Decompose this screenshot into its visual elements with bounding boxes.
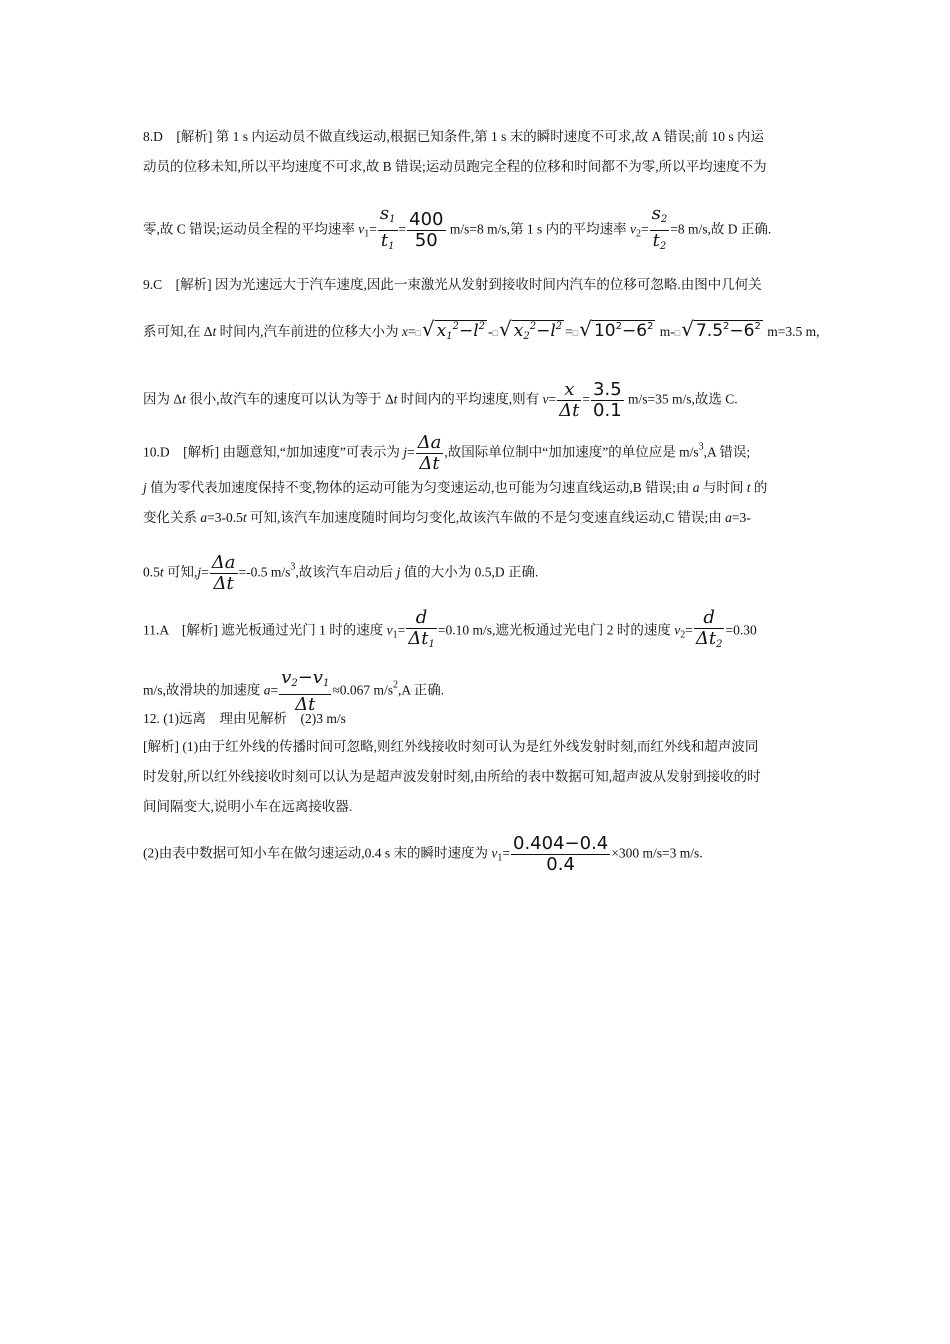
q9-sqrt-3: √ $10^2-6^2$ [579,317,654,341]
q11-text-a: 11.A [解析] 遮光板通过光门 1 时的速度 [143,622,387,638]
q10-frac-1: $\frac{\Delta a}{\Delta t}$ [417,432,442,474]
q12-frac: $\frac{0.404-0.4}{0.4}$ [513,833,609,875]
q10-line2: j 值为零代表加速度保持不变,物体的运动可能为匀变速运动,也可能为匀速直线运动,B 错误;由 a 与时间 t 的 [143,480,768,495]
q9-line1: 9.C [解析] 因为光速远大于汽车速度,因此一束激光从发射到接收时间内汽车的位移可忽略.由图中几何关 [143,277,762,292]
q11-frac-1: $\frac{d}{\Delta t_1}$ [406,608,437,655]
q8-line2: 动员的位移未知,所以平均速度不可求,故 B 错误;运动员跑完全程的位移和时间都不为零,所以平均速度不为 [143,159,767,174]
q9-text-f: 时间内的平均速度,则有 [397,391,543,407]
q11-text-b: =0.10 m/s,遮光板通过光电门 2 时的速度 [437,622,675,638]
q8-line1: 8.D [解析] 第 1 s 内运动员不做直线运动,根据已知条件,第 1 s 末的瞬时速度不可求,故 A 错误;前 10 s 内运 [143,129,765,144]
q9-text-g: m/s=35 m/s,故选 C. [624,391,738,407]
q10-frac-2: $\frac{\Delta a}{\Delta t}$ [211,552,236,594]
q10-text-f: 的 [750,480,768,495]
q11-text-c: =0.30 [725,622,757,638]
q11-line2: m/s,故滑块的加速度 a= $\frac{v_2-v_1}{\Delta t}$ ≈0.067 $m/s^2,A$ 正确. [143,667,445,715]
q12-text-b: ×300 m/s=3 m/s. [611,845,703,861]
q12-para2: 时发射,所以红外线接收时刻可以认为是超声波发射时刻,由所给的表中数据可知,超声波从发射到接收的时 [143,769,761,784]
q9-line3: 因为 Δt 很小,故汽车的速度可以认为等于 Δt 时间内的平均速度,则有 v= $\frac{x}{\Delta t}$ = $\frac{3.5}{0.1}$ m/s=35 m/s,故选 C. [143,379,738,421]
q12-para1: [解析] (1)由于红外线的传播时间可忽略,则红外线接收时刻可认为是红外线发射时刻,而红外线和超声波同 [143,739,759,754]
q8-frac-s2t2: $\frac{s_2}{t_2}$ [650,204,670,257]
q8-frac-s1t1: $\frac{s_1}{t_1}$ [378,204,398,257]
q10-text-a: 10.D [解析] 由题意知,“加加速度”可表示为 [143,444,404,460]
q10-text-b: ,故国际单位制中“加加速度”的单位应是 m/s [444,444,699,460]
q10-text-n: ,故该汽车启动后 [295,564,397,580]
q9-frac-3.5-0.1: $\frac{3.5}{0.1}$ [593,379,622,421]
q9-text-e: 很小,故汽车的速度可以认为等于 Δ [185,391,394,407]
q9-text-a: 系可知,在 Δ [143,324,213,339]
q12-line4: (2)由表中数据可知小车在做匀速运动,0.4 s 末的瞬时速度为 $v_1=$ $\frac{0.404-0.4}{0.4}$ ×300 m/s=3 m/s. [143,833,703,875]
q10-text-i: 可知,该汽车加速度随时间均匀变化,故该汽车做的不是匀变速直线运动,C 错误;由 [246,510,726,525]
q11-text-e: ≈0.067 m/s [332,682,393,698]
q11-text-d: m/s,故滑块的加速度 [143,682,264,698]
q9-text-c: m=3.5 m, [767,324,820,339]
q11-text-f: ,A 正确. [398,682,445,698]
q12-text-a: (2)由表中数据可知小车在做匀速运动,0.4 s 末的瞬时速度为 [143,845,492,861]
q12-para3: 间间隔变大,说明小车在远离接收器. [143,799,353,814]
q9-line2: 系可知,在 Δt 时间内,汽车前进的位移大小为 x=□√ $x_1^2-l^2$ -□√ $x_2^2-l^2$ =□√ $10^2-6^2$ m-□√ $7.5^2-6^2$ m=3.5 m, [143,318,819,346]
q8-frac-400-50: $\frac{400}{50}$ [409,209,444,251]
q10-text-l: 可知, [163,564,198,580]
q10-text-e: 与时间 [699,480,747,495]
q8-line3: 零,故 C 错误;运动员全程的平均速率 $v_1=$ $\frac{s_1}{t_1}$ = $\frac{400}{50}$ m/s=8 m/s,第 1 s 内的平均速率 $v_2=$ $\frac{s_2}{t_2}$ =8 m/s,故 D 正确. [143,204,771,257]
q8-text-m: m/s=8 m/s,第 1 s 内的平均速率 [449,221,627,237]
q11-frac-3: $\frac{v_2-v_1}{\Delta t}$ [281,667,330,715]
q12-answer: 12. (1)远离 理由见解析 (2)3 m/s [143,711,346,726]
q10-text-d: 值为零代表加速度保持不变,物体的运动可能为匀变速运动,也可能为匀速直线运动,B 错误;由 [146,480,693,495]
q9-sqrt-2: √ $x_2^2-l^2$ [498,317,563,342]
q9-sqrt-1: √ $x_1^2-l^2$ [421,317,486,342]
q11-frac-2: $\frac{d}{\Delta t_2}$ [694,608,725,655]
q9-frac-x-dt: $\frac{x}{\Delta t}$ [559,379,580,421]
q10-text-o: 值的大小为 0.5,D 正确. [400,564,539,580]
q10-text-j: =3- [731,510,751,525]
q10-line1: 10.D [解析] 由题意知,“加加速度”可表示为 j= $\frac{\Delta a}{\Delta t}$ ,故国际单位制中“加加速度”的单位应是 $m/s^3,A$ 错误; [143,432,751,474]
q10-line4: 0.5t 可知,j= $\frac{\Delta a}{\Delta t}$ =-0.5 $m/s^3$,故该汽车启动后 j 值的大小为 0.5,D 正确. [143,552,539,594]
q10-text-h: =3-0.5 [207,510,243,525]
q10-text-k: 0.5 [143,564,160,580]
q8-text-c: =8 m/s,故 D 正确. [670,221,772,237]
q10-text-m: =-0.5 m/s [238,564,291,580]
q11-line1: 11.A [解析] 遮光板通过光门 1 时的速度 $v_1=$ $\frac{d}{\Delta t_1}$ =0.10 m/s,遮光板通过光电门 2 时的速度 $v_2=$ $\frac{d}{\Delta t_2}$ =0.30 [143,608,757,655]
q8-text-a: 零,故 C 错误;运动员全程的平均速率 [143,221,359,237]
q10-text-c: ,A 错误; [703,444,751,460]
q10-line3: 变化关系 a=3-0.5t 可知,该汽车加速度随时间均匀变化,故该汽车做的不是匀变速直线运动,C 错误;由 a=3- [143,510,751,525]
q10-text-g: 变化关系 [143,510,201,525]
q9-sqrt-4: √ $7.5^2-6^2$ [681,317,761,341]
q9-text-d: 因为 Δ [143,391,183,407]
q9-text-b: 时间内,汽车前进的位移大小为 [216,324,402,339]
